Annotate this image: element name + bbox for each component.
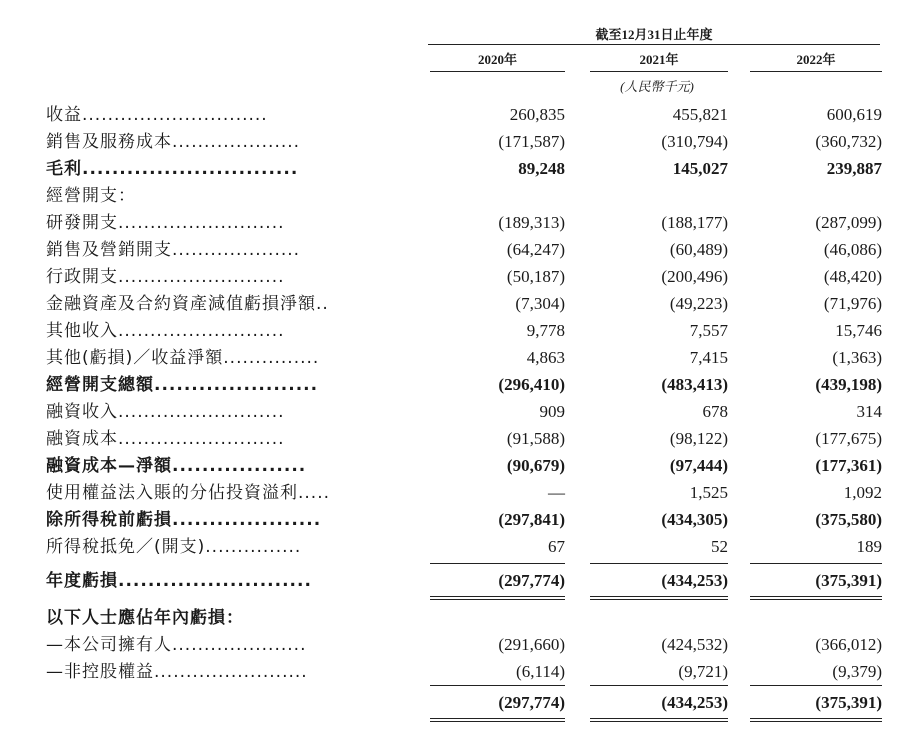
row-label-text: 毛利 — [46, 159, 82, 179]
value-cell: (97,444) — [669, 456, 728, 475]
leader-dots: ............... — [205, 537, 302, 557]
leader-dots: .................... — [172, 132, 301, 152]
table-row — [0, 210, 909, 236]
value-cell: 455,821 — [672, 105, 728, 124]
value-cell: 4,863 — [526, 348, 565, 367]
row-label-text: —非控股權益 — [46, 662, 154, 682]
value-cell: (200,496) — [661, 267, 728, 286]
row-label-text: 所得稅抵免／(開支) — [46, 537, 206, 557]
value-cell: (483,413) — [661, 375, 728, 394]
value-cell: 15,746 — [835, 321, 882, 340]
unit-label: (人民幣千元) — [620, 79, 694, 94]
row-label-text: 以下人士應佔年內虧損： — [46, 608, 244, 628]
value-cell: (48,420) — [823, 267, 882, 286]
table-row — [0, 129, 909, 155]
value-cell: (375,391) — [815, 693, 882, 712]
value-cell: 52 — [711, 537, 728, 556]
table-row — [0, 480, 909, 506]
row-label — [46, 453, 404, 479]
total-double-rule — [430, 596, 565, 597]
table-row — [0, 605, 909, 631]
value-cell: (1,363) — [832, 348, 882, 367]
value-cell: (7,304) — [515, 294, 565, 313]
subtotal-rule — [590, 563, 728, 564]
table-row — [0, 534, 909, 560]
table-row — [0, 237, 909, 263]
row-label-text: 其他(虧損)／收益淨額 — [46, 348, 224, 368]
table-row — [0, 372, 909, 398]
table-row — [0, 659, 909, 685]
value-cell: 9,778 — [526, 321, 565, 340]
subtotal-rule — [750, 685, 882, 686]
value-cell: (297,841) — [498, 510, 565, 529]
table-row — [0, 102, 909, 128]
value-cell: (64,247) — [506, 240, 565, 259]
row-label — [46, 632, 404, 658]
leader-dots: .................... — [172, 510, 322, 530]
leader-dots: .................. — [172, 456, 307, 476]
value-cell: (71,976) — [823, 294, 882, 313]
row-label — [46, 102, 404, 128]
table-row — [0, 632, 909, 658]
leader-dots: ..... — [298, 483, 331, 503]
total-double-rule — [750, 721, 882, 722]
row-label — [46, 264, 404, 290]
value-cell: (366,012) — [815, 635, 882, 654]
row-label — [46, 659, 404, 685]
leader-dots: ............... — [223, 348, 320, 368]
row-label-text: 其他收入 — [46, 321, 118, 341]
row-label — [46, 210, 404, 236]
row-label-text: —本公司擁有人 — [46, 635, 172, 655]
value-cell: (434,253) — [661, 693, 728, 712]
table-row — [0, 291, 909, 317]
leader-dots: .......................... — [118, 402, 285, 422]
value-cell: (296,410) — [498, 375, 565, 394]
value-cell: (9,721) — [678, 662, 728, 681]
leader-dots: .................... — [172, 240, 301, 260]
value-cell: (360,732) — [815, 132, 882, 151]
value-cell: (287,099) — [815, 213, 882, 232]
leader-dots: .......................... — [118, 267, 285, 287]
row-label-text: 銷售及服務成本 — [46, 132, 172, 152]
value-cell: (424,532) — [661, 635, 728, 654]
table-row — [0, 399, 909, 425]
total-double-rule — [430, 718, 565, 719]
value-cell: 600,619 — [826, 105, 882, 124]
row-label — [46, 291, 404, 317]
total-double-rule — [590, 718, 728, 719]
value-cell: 67 — [548, 537, 565, 556]
row-label-text: 融資收入 — [46, 402, 118, 422]
row-label-text: 融資成本—淨額 — [46, 456, 172, 476]
leader-dots: ............................. — [82, 105, 268, 125]
value-cell: (60,489) — [669, 240, 728, 259]
value-cell: (434,253) — [661, 571, 728, 590]
value-cell: (297,774) — [498, 571, 565, 590]
row-label-text: 金融資產及合約資產減值虧損淨額 — [46, 294, 316, 314]
value-cell: (9,379) — [832, 662, 882, 681]
year-rule-2020 — [430, 71, 565, 72]
row-label-text: 年度虧損 — [46, 571, 118, 591]
total-double-rule — [430, 721, 565, 722]
row-label — [46, 237, 404, 263]
row-label-text: 融資成本 — [46, 429, 118, 449]
value-cell: (434,305) — [661, 510, 728, 529]
value-cell: (375,580) — [815, 510, 882, 529]
value-cell: 189 — [856, 537, 882, 556]
value-cell: (91,588) — [506, 429, 565, 448]
value-cell: 145,027 — [672, 159, 728, 178]
value-cell: (177,361) — [815, 456, 882, 475]
table-row — [0, 264, 909, 290]
leader-dots: ............................. — [82, 159, 299, 179]
row-label — [46, 507, 404, 533]
year-header-2022: 2022年 — [796, 52, 836, 67]
row-label-text: 除所得稅前虧損 — [46, 510, 172, 530]
period-header: 截至12月31日止年度 — [595, 27, 713, 42]
value-cell: (291,660) — [498, 635, 565, 654]
value-cell: (171,587) — [498, 132, 565, 151]
leader-dots: .......................... — [118, 429, 285, 449]
value-cell: 7,557 — [689, 321, 728, 340]
total-double-rule — [750, 599, 882, 600]
row-label-text: 經營開支： — [46, 186, 136, 206]
leader-dots: .......................... — [118, 213, 285, 233]
table-row — [0, 156, 909, 182]
subtotal-rule — [750, 563, 882, 564]
value-cell: (46,086) — [823, 240, 882, 259]
value-cell: (188,177) — [661, 213, 728, 232]
row-label — [46, 568, 404, 594]
value-cell: (177,675) — [815, 429, 882, 448]
row-label-text: 收益 — [46, 105, 82, 125]
year-rule-2021 — [590, 71, 728, 72]
value-cell: (297,774) — [498, 693, 565, 712]
row-label — [46, 183, 404, 209]
row-label — [46, 129, 404, 155]
total-double-rule — [750, 718, 882, 719]
leader-dots: .......................... — [118, 321, 285, 341]
row-label — [46, 318, 404, 344]
row-label — [46, 426, 404, 452]
year-rule-2022 — [750, 71, 882, 72]
value-cell: 314 — [856, 402, 882, 421]
value-cell: (189,313) — [498, 213, 565, 232]
total-double-rule — [750, 596, 882, 597]
leader-dots: ..................... — [172, 635, 307, 655]
table-row — [0, 507, 909, 533]
value-cell: 1,525 — [689, 483, 728, 502]
leader-dots: ........................ — [154, 662, 308, 682]
row-label-text: 經營開支總額 — [46, 375, 154, 395]
value-cell: (49,223) — [669, 294, 728, 313]
total-double-rule — [590, 599, 728, 600]
table-row — [0, 345, 909, 371]
row-label-text: 使用權益法入賬的分佔投資溢利 — [46, 483, 298, 503]
table-row — [0, 183, 909, 209]
year-header-2020: 2020年 — [477, 52, 517, 67]
total-double-rule — [430, 599, 565, 600]
row-label — [46, 399, 404, 425]
value-cell: 909 — [539, 402, 565, 421]
leader-dots: .......................... — [118, 571, 312, 591]
row-label — [46, 534, 404, 560]
value-cell: 678 — [702, 402, 728, 421]
row-label — [46, 480, 404, 506]
value-cell: 89,248 — [518, 159, 565, 178]
value-cell: (375,391) — [815, 571, 882, 590]
row-label-text: 行政開支 — [46, 267, 118, 287]
leader-dots: .. — [316, 294, 329, 314]
total-double-rule — [590, 721, 728, 722]
value-cell: 239,887 — [826, 159, 882, 178]
table-row — [0, 318, 909, 344]
value-cell: (310,794) — [661, 132, 728, 151]
year-header-2021: 2021年 — [639, 52, 679, 67]
table-row — [0, 568, 909, 594]
value-cell: (439,198) — [815, 375, 882, 394]
row-label — [46, 372, 404, 398]
row-label — [46, 605, 404, 631]
value-cell: (50,187) — [506, 267, 565, 286]
table-row — [0, 426, 909, 452]
subtotal-rule — [590, 685, 728, 686]
row-label-text: 銷售及營銷開支 — [46, 240, 172, 260]
row-label — [46, 345, 404, 371]
leader-dots: ...................... — [154, 375, 319, 395]
value-cell: (98,122) — [669, 429, 728, 448]
value-cell: 260,835 — [509, 105, 565, 124]
period-rule — [428, 44, 880, 45]
value-cell: 1,092 — [843, 483, 882, 502]
table-row — [0, 690, 909, 716]
row-label-text: 研發開支 — [46, 213, 118, 233]
value-cell: (6,114) — [516, 662, 565, 681]
table-row — [0, 453, 909, 479]
value-cell: 7,415 — [689, 348, 728, 367]
subtotal-rule — [430, 685, 565, 686]
row-label — [46, 156, 404, 182]
value-cell: — — [548, 483, 565, 502]
subtotal-rule — [430, 563, 565, 564]
total-double-rule — [590, 596, 728, 597]
value-cell: (90,679) — [506, 456, 565, 475]
